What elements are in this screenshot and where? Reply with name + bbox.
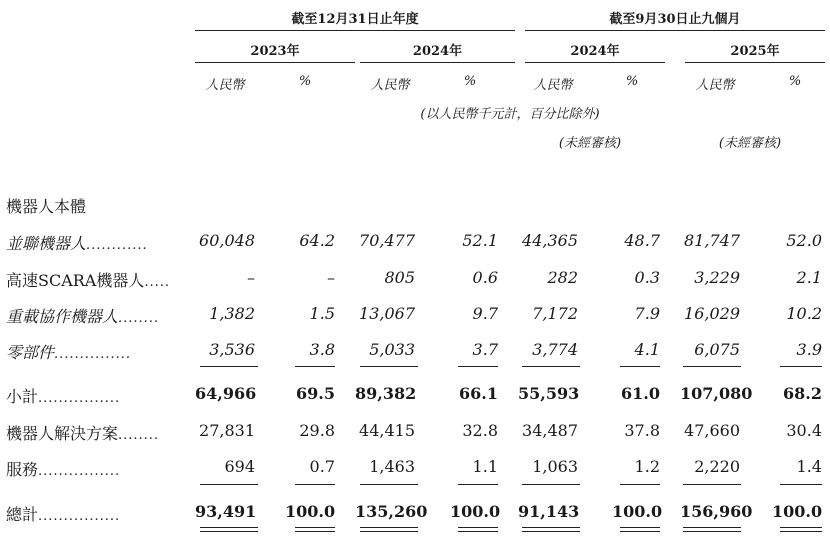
table-row [0, 457, 830, 481]
table-row-subtotal [0, 384, 830, 408]
total-top-rule [360, 484, 418, 485]
cell-pct: 37.8 [624, 421, 660, 440]
unit-rmb-2: 人民幣 [370, 78, 410, 93]
cell-value: 1,382 [209, 304, 255, 323]
section-title: 機器人本體 [6, 197, 87, 216]
subtotal-rule [620, 366, 660, 367]
total-double-rule [683, 527, 741, 528]
cell-pct: 66.1 [459, 384, 498, 403]
year-2023-rule [195, 62, 355, 63]
cell-pct: 4.1 [634, 340, 660, 359]
total-double-rule [522, 527, 580, 528]
cell-value: 3,774 [532, 340, 578, 359]
cell-value: 2,220 [694, 457, 740, 476]
subtotal-rule [780, 366, 822, 367]
table-row-total [0, 502, 830, 526]
cell-value: 5,033 [369, 340, 415, 359]
total-double-rule [295, 531, 335, 532]
cell-pct: 100.0 [772, 502, 823, 521]
table-row [0, 340, 830, 364]
subtotal-rule [360, 366, 418, 367]
cell-pct: 0.7 [309, 457, 335, 476]
row-label: 高速SCARA機器人..... [6, 271, 171, 290]
year-2025-ninemonth: 2025年 [730, 44, 780, 59]
cell-value: 16,029 [684, 304, 740, 323]
cell-value: 44,415 [359, 421, 415, 440]
header-group-year-end-rule [195, 30, 515, 31]
cell-value: 34,487 [522, 421, 578, 440]
cell-pct: 32.8 [462, 421, 498, 440]
cell-pct: 68.2 [783, 384, 822, 403]
cell-value: 93,491 [195, 502, 257, 521]
total-double-rule [458, 527, 498, 528]
row-label: 服務................ [6, 460, 121, 479]
table-row [0, 231, 830, 255]
total-top-rule [683, 484, 741, 485]
subtotal-rule [295, 366, 335, 367]
total-top-rule [620, 484, 660, 485]
unit-pct-3: % [625, 74, 639, 89]
cell-value: 694 [224, 457, 255, 476]
cell-value: 1,063 [532, 457, 578, 476]
cell-pct: 100.0 [612, 502, 663, 521]
cell-pct: 1.5 [309, 304, 335, 323]
year-2024-nm-rule [525, 62, 665, 63]
row-label: 重載協作機器人........ [6, 307, 160, 326]
table-row [0, 421, 830, 445]
year-2023: 2023年 [250, 44, 300, 59]
currency-note: (以人民幣千元計，百分比除外) [420, 107, 600, 122]
row-label: 總計................ [6, 505, 121, 524]
subtotal-rule [458, 366, 498, 367]
cell-value: 60,048 [199, 231, 255, 250]
cell-value: 27,831 [199, 421, 255, 440]
cell-pct: 3.8 [309, 340, 335, 359]
row-label: 機器人解決方案........ [6, 424, 160, 443]
total-top-rule [295, 484, 335, 485]
year-2025-nm-rule [685, 62, 825, 63]
unit-rmb-3: 人民幣 [533, 78, 573, 93]
subtotal-rule [200, 366, 258, 367]
total-double-rule [522, 531, 580, 532]
row-label: 並聯機器人............ [6, 234, 148, 253]
unit-rmb-4: 人民幣 [695, 78, 735, 93]
cell-value: 6,075 [694, 340, 740, 359]
cell-pct: – [327, 268, 335, 287]
table-row [0, 268, 830, 292]
cell-pct: 0.3 [634, 268, 660, 287]
cell-value: 282 [547, 268, 578, 287]
cell-value: – [247, 268, 255, 287]
total-double-rule [620, 527, 660, 528]
cell-pct: 10.2 [786, 304, 822, 323]
year-2024-rule [360, 62, 515, 63]
total-top-rule [522, 484, 580, 485]
table-row [0, 304, 830, 328]
total-double-rule [360, 527, 418, 528]
cell-pct: 29.8 [299, 421, 335, 440]
cell-value: 135,260 [355, 502, 428, 521]
total-double-rule [295, 527, 335, 528]
total-double-rule [780, 527, 822, 528]
total-double-rule [458, 531, 498, 532]
cell-pct: 7.9 [634, 304, 660, 323]
cell-value: 55,593 [518, 384, 580, 403]
cell-value: 7,172 [532, 304, 578, 323]
cell-pct: 3.9 [796, 340, 822, 359]
unit-pct-1: % [298, 74, 312, 89]
unaudited-note-2025: (未經審核) [718, 136, 782, 151]
cell-pct: 1.1 [472, 457, 498, 476]
year-2024: 2024年 [412, 44, 463, 59]
cell-value: 47,660 [684, 421, 740, 440]
cell-value: 1,463 [369, 457, 415, 476]
header-group-nine-months-rule [525, 30, 825, 31]
cell-value: 70,477 [359, 231, 415, 250]
cell-value: 13,067 [359, 304, 415, 323]
cell-pct: 52.1 [462, 231, 498, 250]
total-double-rule [620, 531, 660, 532]
cell-pct: 0.6 [472, 268, 498, 287]
cell-value: 107,080 [680, 384, 753, 403]
total-top-rule [458, 484, 498, 485]
cell-pct: 52.0 [786, 231, 822, 250]
cell-value: 3,229 [694, 268, 740, 287]
subtotal-rule [683, 366, 741, 367]
total-top-rule [780, 484, 822, 485]
cell-value: 156,960 [680, 502, 753, 521]
unit-rmb-1: 人民幣 [205, 78, 245, 93]
total-double-rule [200, 527, 258, 528]
cell-pct: 64.2 [299, 231, 335, 250]
row-label: 小計................ [6, 387, 121, 406]
cell-pct: 1.4 [796, 457, 822, 476]
cell-value: 44,365 [522, 231, 578, 250]
total-double-rule [200, 531, 258, 532]
unit-pct-4: % [788, 74, 802, 89]
unaudited-note-2024: (未經審核) [558, 136, 622, 151]
total-double-rule [780, 531, 822, 532]
header-group-nine-months: 截至9月30日止九個月 [609, 12, 741, 27]
subtotal-rule [522, 366, 580, 367]
cell-pct: 100.0 [450, 502, 501, 521]
total-double-rule [360, 531, 418, 532]
cell-pct: 100.0 [285, 502, 336, 521]
cell-value: 89,382 [355, 384, 417, 403]
cell-value: 91,143 [518, 502, 580, 521]
cell-pct: 3.7 [472, 340, 498, 359]
total-top-rule [200, 484, 258, 485]
cell-value: 805 [384, 268, 415, 287]
cell-value: 3,536 [209, 340, 255, 359]
header-group-year-end: 截至12月31日止年度 [291, 12, 419, 27]
total-double-rule [683, 531, 741, 532]
cell-value: 64,966 [195, 384, 257, 403]
cell-pct: 30.4 [786, 421, 822, 440]
cell-pct: 2.1 [796, 268, 822, 287]
cell-pct: 9.7 [472, 304, 498, 323]
unit-pct-2: % [463, 74, 477, 89]
cell-pct: 69.5 [296, 384, 335, 403]
row-label: 零部件............... [6, 343, 132, 362]
year-2024-ninemonth: 2024年 [570, 44, 620, 59]
cell-pct: 1.2 [634, 457, 660, 476]
cell-value: 81,747 [684, 231, 740, 250]
cell-pct: 48.7 [624, 231, 660, 250]
cell-pct: 61.0 [621, 384, 660, 403]
